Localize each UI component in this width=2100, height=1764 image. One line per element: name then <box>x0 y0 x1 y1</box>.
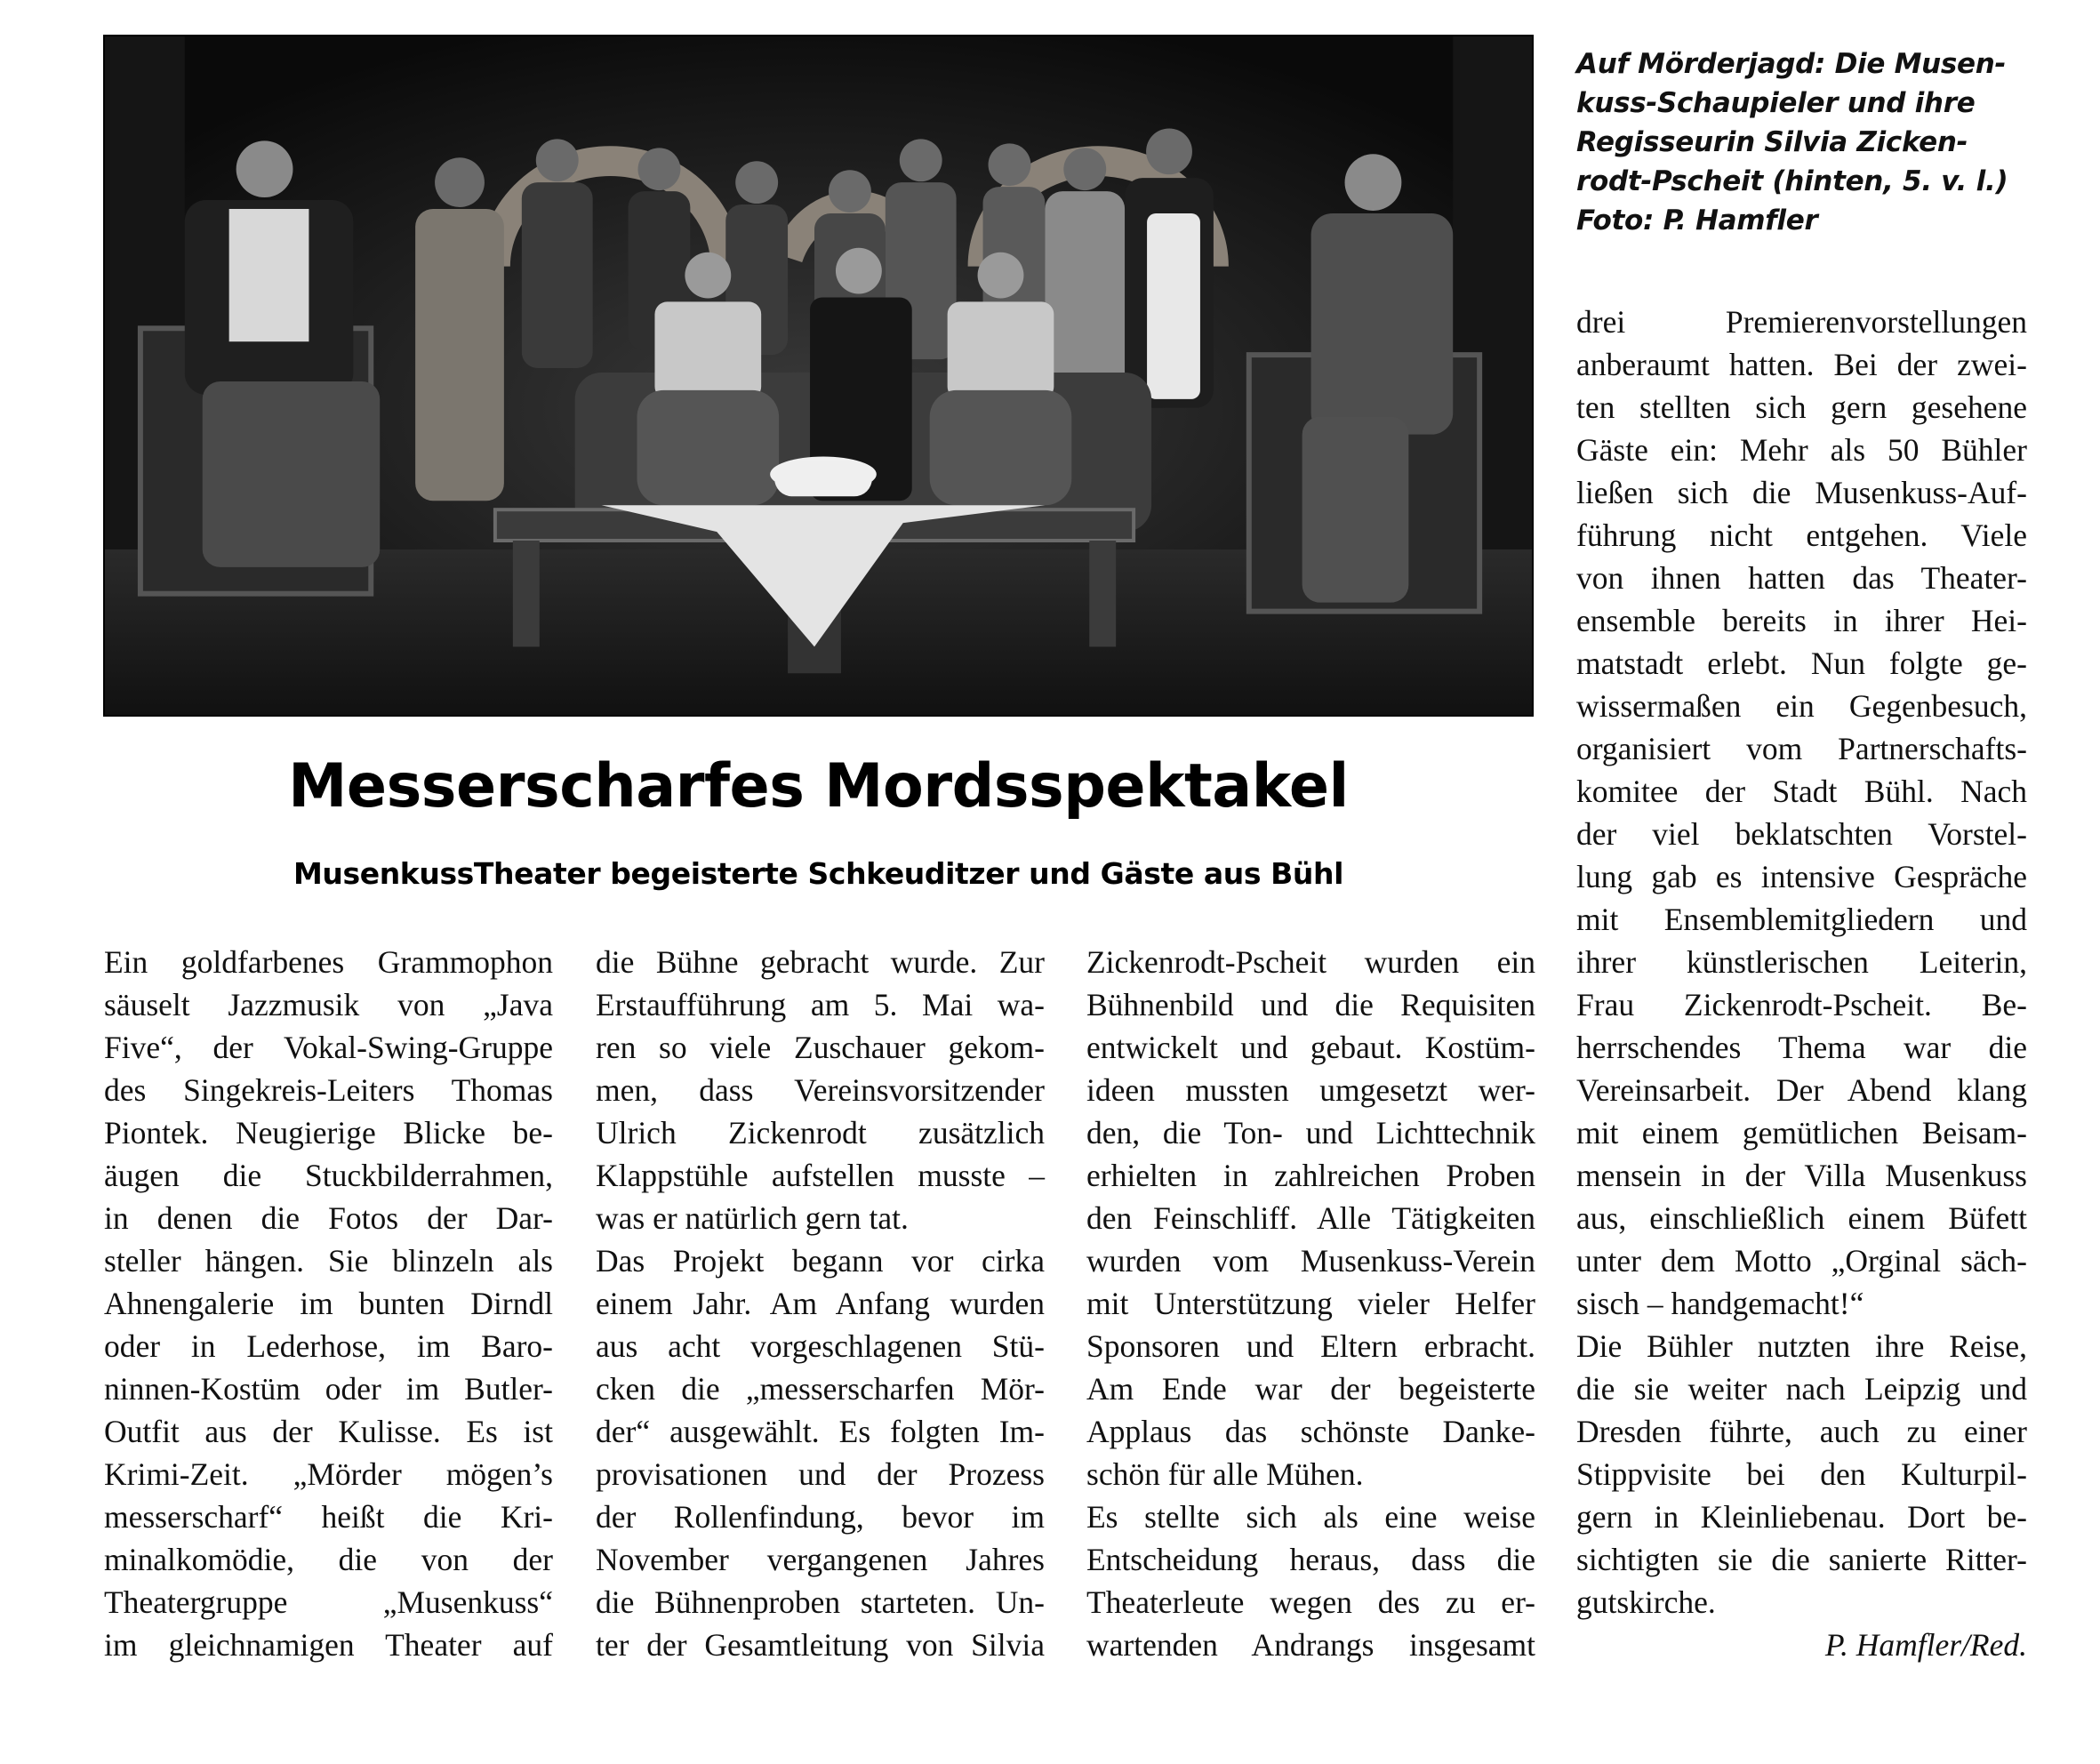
article-text-line: wissermaßen ein Gegenbesuch, <box>1576 688 2027 724</box>
article-text-line: was er natürlich gern tat. <box>596 1200 909 1236</box>
article-text-line: den, die Ton- und Lichttechnik <box>1086 1115 1535 1151</box>
article-text-line: mit Unterstützung vieler Helfer <box>1086 1286 1535 1321</box>
article-text-line: Zickenrodt-Pscheit wurden ein <box>1086 944 1535 980</box>
article-text-line: ten stellten sich gern gesehene <box>1576 389 2027 425</box>
article-text-line: mit einem gemütlichen Beisam- <box>1576 1115 2027 1151</box>
article-text-line: die Bühne gebracht wurde. Zur <box>596 944 1045 980</box>
article-text-line: ren so viele Zuschauer gekom- <box>596 1030 1045 1065</box>
article-text-line: anberaumt hatten. Bei der zwei- <box>1576 347 2027 382</box>
article-text-line: den Feinschliff. Alle Tätigkeiten <box>1086 1200 1535 1236</box>
article-text-line: der Rollenfindung, bevor im <box>596 1499 1045 1535</box>
article-text-line: Sponsoren und Eltern erbracht. <box>1086 1328 1535 1364</box>
article-text-line: unter dem Motto „Orginal säch- <box>1576 1243 2027 1279</box>
article-column-2 <box>596 941 1045 1666</box>
article-text-line: men, dass Vereinsvorsitzender <box>596 1072 1045 1108</box>
article-text-line: mit Ensemblemitgliedern und <box>1576 902 2027 937</box>
author-byline: P. Hamfler/Red. <box>1824 1627 2027 1663</box>
article-text-line: einem Jahr. Am Anfang wurden <box>596 1286 1045 1321</box>
article-text-line: lung gab es intensive Gespräche <box>1576 859 2027 894</box>
article-text-line: ensemble bereits in ihrer Hei- <box>1576 603 2027 638</box>
article-headline: Messerscharfes Mordsspektakel <box>288 751 1349 822</box>
article-text-line: minalkomödie, die von der <box>104 1542 553 1577</box>
article-text-line: drei Premierenvorstellungen <box>1576 304 2027 340</box>
article-text-line: Klappstühle aufstellen musste – <box>596 1158 1045 1193</box>
article-text-line: Theatergruppe „Musenkuss“ <box>104 1584 553 1620</box>
article-column-1 <box>104 941 553 1666</box>
article-text-line: Am Ende war der begeisterte <box>1086 1371 1535 1407</box>
article-text-line: der viel beklatschten Vorstel- <box>1576 816 2027 852</box>
article-text-line: von ihnen hatten das Theater- <box>1576 560 2027 596</box>
stage-photo-illustration <box>105 36 1532 715</box>
article-text-line: mensein in der Villa Musenkuss <box>1576 1158 2027 1193</box>
article-text-line: schön für alle Mühen. <box>1086 1456 1364 1492</box>
article-text-line: Outfit aus der Kulisse. Es ist <box>104 1414 553 1449</box>
article-text-line: Die Bühler nutzten ihre Reise, <box>1576 1328 2027 1364</box>
article-text-line: erhielten in zahlreichen Proben <box>1086 1158 1535 1193</box>
article-text-line: Entscheidung heraus, dass die <box>1086 1542 1535 1577</box>
article-text-line: ihrer künstlerischen Leiterin, <box>1576 944 2027 980</box>
caption-line: Regisseurin Silvia Zicken- <box>1576 126 1968 158</box>
article-text-line: messerscharf“ heißt die Kri- <box>104 1499 553 1535</box>
article-text-line: Bühnenbild und die Requisiten <box>1086 987 1535 1022</box>
article-text-line: Theaterleute wegen des zu er- <box>1086 1584 1535 1620</box>
article-column-3 <box>1086 941 1535 1666</box>
article-text-line: führung nicht entgehen. Viele <box>1576 517 2027 553</box>
article-text-line: November vergangenen Jahres <box>596 1542 1045 1577</box>
caption-line: rodt-Pscheit (hinten, 5. v. l.) <box>1576 165 2008 197</box>
article-text-line: ideen mussten umgesetzt wer- <box>1086 1072 1535 1108</box>
article-text-line: cken die „messerscharfen Mör- <box>596 1371 1045 1407</box>
article-text-line: Five“, der Vokal-Swing-Gruppe <box>104 1030 553 1065</box>
article-text-line: herrschendes Thema war die <box>1576 1030 2027 1065</box>
article-text-line: ließen sich die Musenkuss-Auf- <box>1576 475 2027 510</box>
caption-line: Auf Mörderjagd: Die Musen- <box>1576 48 2007 80</box>
ensemble-photo <box>103 35 1534 717</box>
article-text-line: sichtigten sie die sanierte Ritter- <box>1576 1542 2027 1577</box>
article-text-line: matstadt erlebt. Nun folgte ge- <box>1576 645 2027 681</box>
article-text-line: Frau Zickenrodt-Pscheit. Be- <box>1576 987 2027 1022</box>
caption-credit: Foto: P. Hamfler <box>1576 204 1818 237</box>
article-text-line: organisiert vom Partnerschafts- <box>1576 731 2027 766</box>
article-text-line: Ahnengalerie im bunten Dirndl <box>104 1286 553 1321</box>
article-subheadline: MusenkussTheater begeisterte Schkeuditzer und Gäste aus Bühl <box>293 856 1344 891</box>
article-text-line: Ulrich Zickenrodt zusätzlich <box>596 1115 1045 1151</box>
article-text-line: die Bühnenproben starteten. Un- <box>596 1584 1045 1620</box>
article-text-line: ter der Gesamtleitung von Silvia <box>596 1627 1045 1663</box>
article-text-line: ninnen-Kostüm oder im Butler- <box>104 1371 553 1407</box>
article-text-line: sisch – handgemacht!“ <box>1576 1286 1864 1321</box>
article-text-line: steller hängen. Sie blinzeln als <box>104 1243 553 1279</box>
article-text-line: äugen die Stuckbilderrahmen, <box>104 1158 553 1193</box>
article-text-line: entwickelt und gebaut. Kostüm- <box>1086 1030 1535 1065</box>
article-text-line: aus, einschließlich einem Büfett <box>1576 1200 2027 1236</box>
article-text-line: wartenden Andrangs insgesamt <box>1086 1627 1535 1663</box>
article-text-line: Gäste ein: Mehr als 50 Bühler <box>1576 432 2027 468</box>
article-column-4 <box>1576 301 2027 1666</box>
article-text-line: Dresden führte, auch zu einer <box>1576 1414 2027 1449</box>
article-text-line: im gleichnamigen Theater auf <box>104 1627 553 1663</box>
article-text-line: Stippvisite bei den Kulturpil- <box>1576 1456 2027 1492</box>
article-text-line: gutskirche. <box>1576 1584 1716 1620</box>
article-text-line: der“ ausgewählt. Es folgten Im- <box>596 1414 1045 1449</box>
article-text-line: wurden vom Musenkuss-Verein <box>1086 1243 1535 1279</box>
article-text-line: Piontek. Neugierige Blicke be- <box>104 1115 553 1151</box>
article-text-line: Erstaufführung am 5. Mai wa- <box>596 987 1045 1022</box>
article-text-line: komitee der Stadt Bühl. Nach <box>1576 774 2027 809</box>
article-text-line: Ein goldfarbenes Grammophon <box>104 944 553 980</box>
article-text-line: Vereinsarbeit. Der Abend klang <box>1576 1072 2027 1108</box>
article-text-line: säuselt Jazzmusik von „Java <box>104 987 553 1022</box>
article-text-line: die sie weiter nach Leipzig und <box>1576 1371 2027 1407</box>
caption-line: kuss-Schaupieler und ihre <box>1576 87 1976 119</box>
article-text-line: des Singekreis-Leiters Thomas <box>104 1072 553 1108</box>
article-text-line: Das Projekt begann vor cirka <box>596 1243 1045 1279</box>
article-text-line: Krimi-Zeit. „Mörder mögen’s <box>104 1456 553 1492</box>
photo-caption <box>1576 44 2039 240</box>
article-text-line: Es stellte sich als eine weise <box>1086 1499 1535 1535</box>
article-text-line: gern in Kleinliebenau. Dort be- <box>1576 1499 2027 1535</box>
article-text-line: aus acht vorgeschlagenen Stü- <box>596 1328 1045 1364</box>
article-text-line: oder in Lederhose, im Baro- <box>104 1328 553 1364</box>
article-text-line: in denen die Fotos der Dar- <box>104 1200 553 1236</box>
article-text-line: Applaus das schönste Danke- <box>1086 1414 1535 1449</box>
article-text-line: provisationen und der Prozess <box>596 1456 1045 1492</box>
